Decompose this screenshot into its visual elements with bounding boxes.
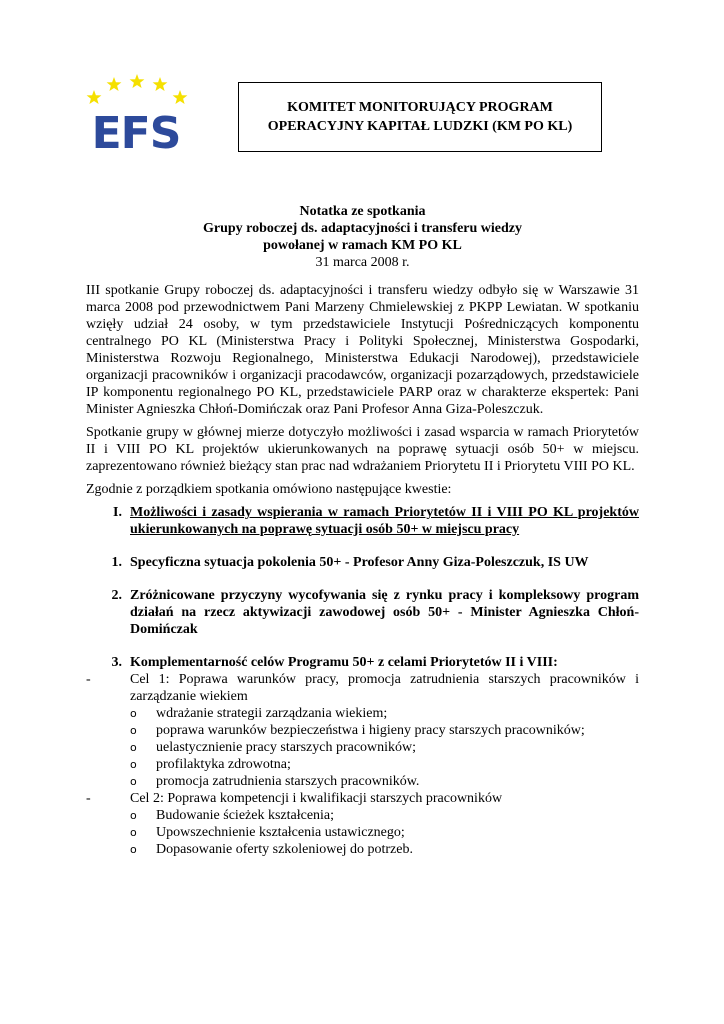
sub-item-text: profilaktyka zdrowotna;: [156, 757, 291, 772]
logo-stars-icon: [87, 74, 188, 104]
sub-item-text: Budowanie ścieżek kształcenia;: [156, 808, 335, 823]
sub-item-text: uelastycznienie pracy starszych pracowników;: [156, 740, 417, 755]
star-icon: [107, 77, 122, 91]
sub-item: [86, 841, 639, 858]
header-line-2: OPERACYJNY KAPITAŁ LUDZKI (KM PO KL): [267, 119, 573, 134]
document-body: [86, 282, 639, 858]
title-line-1: Notatka ze spotkania: [299, 204, 426, 219]
section-heading: [86, 504, 639, 538]
header-line-1: KOMITET MONITORUJĄCY PROGRAM: [287, 100, 553, 115]
title-line-3: powołanej w ramach KM PO KL: [263, 238, 462, 253]
item-number: 3.: [111, 655, 122, 670]
sub-item: [86, 739, 639, 756]
section-number: I.: [113, 505, 122, 520]
dash-marker: -: [86, 672, 91, 687]
star-icon: [87, 90, 102, 104]
header-box: [238, 82, 602, 152]
paragraph-2: Spotkanie grupy w głównej mierze dotyczyło możliwości i zasad wsparcia w ramach Priorytetów II i VIII PO KL projektów ukierunkowanych na poprawę sytuacji osób 50+ w miejscu. zaprezentowano również bieżący stan prac nad wdrażaniem Priorytetu II i Priorytetu VIII PO KL.: [86, 425, 639, 474]
efs-logo: [82, 74, 192, 158]
star-icon: [130, 74, 145, 88]
item-number: 2.: [111, 588, 122, 603]
sub-item-text: poprawa warunków bezpieczeństwa i higieny pracy starszych pracowników;: [156, 723, 585, 738]
item-text: Specyficzna sytuacja pokolenia 50+ - Profesor Anny Giza-Poleszczuk, IS UW: [130, 555, 589, 570]
item-text: Komplementarność celów Programu 50+ z celami Priorytetów II i VIII:: [130, 655, 558, 670]
logo-text: EFS: [91, 108, 181, 158]
goal-list: [86, 671, 639, 858]
agenda-item: [86, 654, 639, 671]
sub-item-text: promocja zatrudnienia starszych pracowników.: [156, 774, 420, 789]
bullet-icon: o: [130, 809, 137, 822]
sub-item-text: Dopasowanie oferty szkoleniowej do potrzeb.: [156, 842, 413, 857]
section-title: Możliwości i zasady wspierania w ramach Priorytetów II i VIII PO KL projektów ukierunkowanych na poprawę sytuacji osób 50+ w miejscu pracy: [130, 505, 639, 537]
efs-logo-graphic: [82, 74, 192, 158]
title-date: 31 marca 2008 r.: [315, 255, 410, 270]
sub-item: [86, 773, 639, 790]
sub-item: [86, 756, 639, 773]
star-icon: [153, 77, 168, 91]
sub-item-text: wdrażanie strategii zarządzania wiekiem;: [156, 706, 388, 721]
paragraph-1: III spotkanie Grupy roboczej ds. adaptacyjności i transferu wiedzy odbyło się w Warszawie 31 marca 2008 pod przewodnictwem Pani Marzeny Chmielewskiej z PKPP Lewiatan. W spotkaniu wzięły udział 24 osoby, w tym przedstawiciele Instytucji Pośredniczących komponentu centralnego PO KL (Ministerstwa Pracy i Polityki Społecznej, Ministerstwa Gospodarki, Ministerstwa Rozwoju Regionalnego, Ministerstwa Edukacji Narodowej), przedstawiciele organizacji pracowników i organizacji pracodawców, organizacji pozarządowych, przedstawiciele IP komponentu regionalnego PO KL, przedstawiciele PARP oraz w charakterze ekspertek: Pani Minister Agnieszka Chłoń-Domińczak oraz Pani Profesor Anna Giza-Poleszczuk.: [86, 283, 639, 417]
item-number: 1.: [111, 555, 122, 570]
title-block: [86, 203, 639, 271]
goal-item: [86, 671, 639, 705]
bullet-icon: o: [130, 826, 137, 839]
goal-item: [86, 790, 639, 807]
sub-item: [86, 807, 639, 824]
item-text: Zróżnicowane przyczyny wycofywania się z rynku pracy i kompleksowy program działań na rzecz aktywizacji zawodowej osób 50+ - Minister Agnieszka Chłoń-Domińczak: [130, 588, 639, 637]
agenda-item: [86, 554, 639, 571]
bullet-icon: o: [130, 758, 137, 771]
bullet-icon: o: [130, 707, 137, 720]
sub-item: [86, 824, 639, 841]
bullet-icon: o: [130, 843, 137, 856]
sub-item: [86, 722, 639, 739]
agenda-intro: Zgodnie z porządkiem spotkania omówiono następujące kwestie:: [86, 482, 452, 497]
agenda-item: [86, 587, 639, 638]
title-line-2: Grupy roboczej ds. adaptacyjności i transferu wiedzy: [203, 221, 522, 236]
goal-text: Cel 2: Poprawa kompetencji i kwalifikacji starszych pracowników: [130, 791, 503, 806]
sub-item-text: Upowszechnienie kształcenia ustawicznego;: [156, 825, 405, 840]
bullet-icon: o: [130, 741, 137, 754]
bullet-icon: o: [130, 775, 137, 788]
bullet-icon: o: [130, 724, 137, 737]
dash-marker: -: [86, 791, 91, 806]
goal-text: Cel 1: Poprawa warunków pracy, promocja zatrudnienia starszych pracowników i zarządzanie wiekiem: [130, 672, 639, 704]
star-icon: [173, 90, 188, 104]
sub-item: [86, 705, 639, 722]
